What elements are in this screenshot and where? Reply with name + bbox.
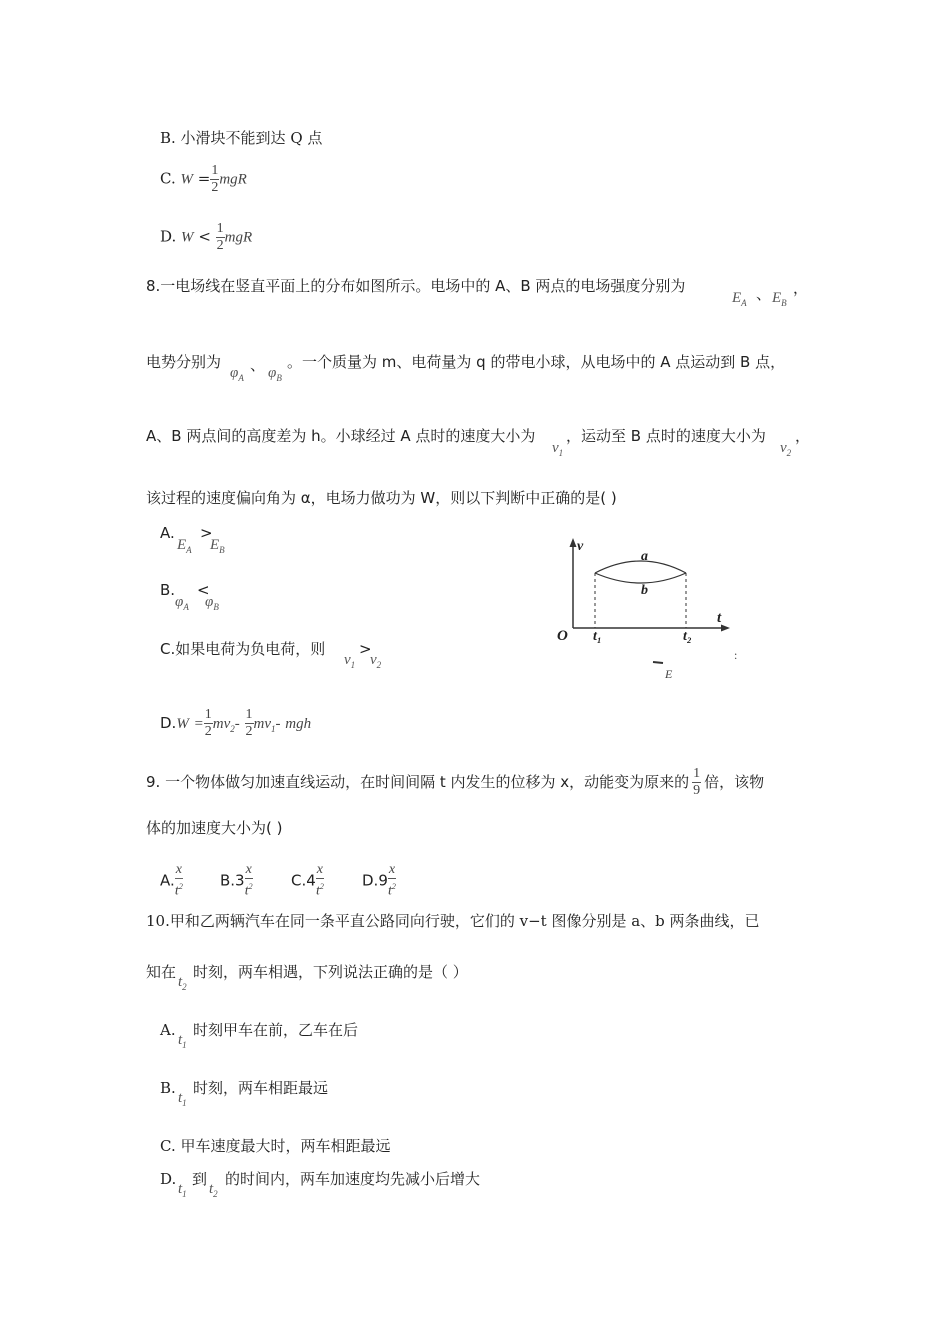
curve-b-label: b [641,583,648,598]
v-axis-arrow [570,538,577,547]
symbol-v2: $v_2$ [370,652,382,670]
q10-option-b: 时刻，两车相距最远 [193,1079,329,1097]
q8-stem-line3-mid: ，运动至 B 点时的速度大小为 [566,427,766,445]
symbol-eb: $E_B$ [772,290,787,308]
q10-option-a-prefix: A. [160,1021,176,1039]
t1-label: t₁ [593,629,602,644]
symbol-t2: $t_2$ [209,1181,218,1199]
q8-stem-line3: A、B 两点间的高度差为 h。小球经过 A 点时的速度大小为 [146,427,536,445]
symbol-v1: $v_1$ [344,652,356,670]
q8-option-d: D.W = $\frac{1}{2}$ $mv_2-$ $\frac{1}{2}$ $mv_1-$ mgh [160,707,312,739]
symbol-phi-a: $\varphi_A$ [230,365,244,383]
q10-stem-line2-before: 知在 [146,963,177,981]
page: B. 小滑块不能到达 Q 点 C. W = $\frac{1}{2}$ mgR D. W < $\frac{1}{2}$ mgR 8.一电场线在竖直平面上的分布如图所示。电场中的 A、B 两点的电场强度分别为 $E_A$ 、 $E_B$ ， 电势分别为 $\varphi_A$ 、 $\varphi_B$ 。一个质量为 m、电荷量为 q 的带电小球，从电场中的 A 点运动到 B 点， A、B 两点间的高度差为 h。小球经过 A 点时的速度大小为 $v_1$ ，运动至 B 点时的速度大小为 $v_2$ ， 该过程的速度偏向角为 α，电场力做功为 W，则以下判断中正确的是( ) A. > $E_A$ $E_B$ B. < $\varphi_A$ $\varphi_B$ C.如果电荷为负电荷，则 > $v_1$ $v_2$ D.W = $\frac{1}{2}$ $mv_2-$ $\frac{1}{2}$ $mv_1-$ mgh v t a b O t₁ t₂ E : 9. 一个物体做匀加速直线运动，在时间间隔 t 内发生的位移为 x，动能变为原来的 $\frac{1}{9}$ 倍，该物 体的加速度大小为( ) A. $\frac{x}{t^2}$ B.3 $\frac{x}{t^2}$ C.4 $\frac{x}{t^2}$ D.9 $\frac{x}{t^2}$ 10.甲和乙两辆汽车在同一条平直公路同向行驶，它们的 v−t 图像分别是 a、b 两条曲线，已 知在 $t_2$ 时刻，两车相遇，下列说法正确的是（ ） A. $t_1$ 时刻甲车在前，乙车在后 B. $t_1$ 时刻，两车相距最远 C. 甲车速度最大时，两车相距最远 D. $t_1$ 到 $t_2$ 的时间内，两车加速度均先减小后增大 [146,129,811,1199]
t-axis-arrow [721,625,730,632]
q10-option-d-prefix: D. [160,1170,177,1188]
q8-stem-line4: 该过程的速度偏向角为 α，电场力做功为 W，则以下判断中正确的是( ) [146,489,617,507]
q10-stem-line2-after: 时刻，两车相遇，下列说法正确的是（ ） [193,963,468,981]
origin-label: O [557,628,568,644]
q8-stem-line2-rest: 。一个质量为 m、电荷量为 q 的带电小球，从电场中的 A 点运动到 B 点， [287,353,786,371]
q9-option-c: C.4 $\frac{x}{t^2}$ [291,862,324,899]
vt-graph [550,530,750,685]
q8-option-a: A. [160,524,175,542]
q10-option-d-mid: 到 [192,1170,208,1188]
q9-stem-line2: 体的加速度大小为( ) [146,819,283,837]
q7-option-c: C. W = $\frac{1}{2}$ mgR [160,163,247,195]
symbol-eb: $E_B$ [210,537,225,555]
q8-stem-line1: 8.一电场线在竖直平面上的分布如图所示。电场中的 A、B 两点的电场强度分别为 [146,277,686,295]
v-axis-label: v [577,539,584,554]
symbol-t1: $t_1$ [178,1090,187,1108]
fraction: $\frac{1}{2}$ [211,163,219,195]
symbol-t1: $t_1$ [178,1181,187,1199]
symbol-phi-a: $\varphi_A$ [175,594,189,612]
t2-label: t₂ [683,629,692,644]
q10-stem-line1: 10.甲和乙两辆汽车在同一条平直公路同向行驶，它们的 v−t 图像分别是 a、b 两条曲线，已 [146,912,760,930]
q8-option-b: B. [160,581,176,599]
q10-option-d: 的时间内，两车加速度均先减小后增大 [225,1170,481,1188]
symbol-v2: $v_2$ [780,440,792,458]
q10-option-a: 时刻甲车在前，乙车在后 [193,1021,359,1039]
fraction: $\frac{1}{2}$ [216,221,224,253]
symbol-t2: $t_2$ [178,974,187,992]
fraction-one-ninth: $\frac{1}{9}$ [693,766,701,798]
symbol-phi-b: $\varphi_B$ [205,594,219,612]
q9-option-b: B.3 $\frac{x}{t^2}$ [220,862,253,899]
symbol-v1: $v_1$ [552,440,564,458]
q9-option-a: A. $\frac{x}{t^2}$ [160,862,183,899]
q7-option-b: B. 小滑块不能到达 Q 点 [160,129,323,147]
curve-b [595,573,686,583]
q9-option-d: D.9 $\frac{x}{t^2}$ [362,862,396,899]
q8-option-c: C.如果电荷为负电荷，则 [160,640,326,658]
q9-stem-line1: 9. 一个物体做匀加速直线运动，在时间间隔 t 内发生的位移为 x，动能变为原来的 $\frac{1}{9}$ 倍，该物 [146,766,765,798]
field-fragment [653,662,663,663]
fig-colon: : [734,648,738,662]
q7-option-d: D. W < $\frac{1}{2}$ mgR [160,221,253,253]
symbol-phi-b: $\varphi_B$ [268,365,282,383]
curve-a-label: a [641,549,648,564]
symbol-t1: $t_1$ [178,1032,187,1050]
field-e-label: E [665,667,673,681]
symbol-ea: $E_A$ [732,290,747,308]
q10-option-b-prefix: B. [160,1079,176,1097]
t-axis-label: t [717,610,722,626]
separator: 、 [756,285,772,303]
q10-option-c: C. 甲车速度最大时，两车相距最远 [160,1137,391,1155]
symbol-ea: $E_A$ [177,537,192,555]
q8-stem-line2: 电势分别为 [146,353,222,371]
